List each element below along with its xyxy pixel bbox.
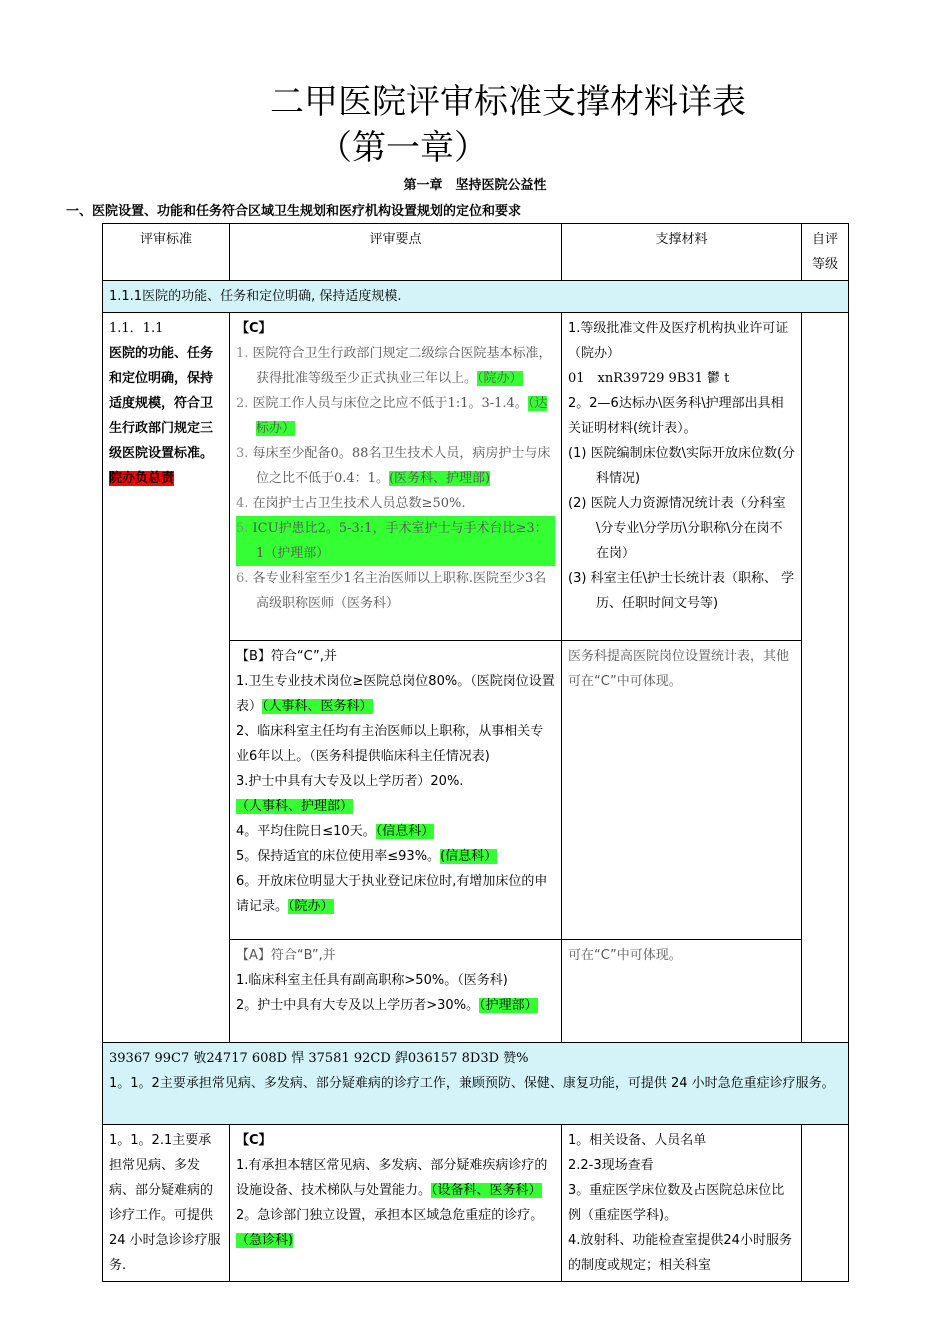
c-item-5: 5. ICU护患比2。5-3:1，手术室护士与手术台比≥3：1（护理部） [236,516,555,566]
owner-badge: 院办负总责 [109,471,175,486]
b-item-4: 4。平均住院日≤10天。（信息科） [236,824,435,839]
chapter-heading: 第一章 坚持医院公益性 [403,178,547,193]
b-item-1: 1.卫生专业技术岗位≥医院总岗位80%。（医院岗位设置表）（人事科、医务科） [236,674,555,714]
c-item-6: 6. 各专业科室至少1名主治医师以上职称.医院至少3名高级职称医师（医务科） [236,571,547,611]
b-item-3: 3.护士中具有大专及以上学历者）20%. （人事科、护理部） [236,774,464,814]
document-subtitle: （第一章） [318,128,488,168]
c-item-2: 2. 医院工作人员与床位之比应不低于1:1。3-1.4。（达标办） [236,396,548,436]
b-item-6: 6。开放床位明显大于执业登记床位时,有增加床位的申请记录。（院办） [236,874,548,914]
self-grade-cell-2 [802,1125,849,1282]
section-heading: 一、医院设置、功能和任务符合区域卫生规划和医疗机构设置规划的定位和要求 [66,204,522,219]
a-points-cell: 【A】符合“B”,并 1.临床科室主任具有副高职称>50%。（医务科) 2。护士中具有大专及以上学历者>30%。（护理部） [230,940,562,1043]
table-row [103,1043,849,1125]
material-sub-3: (3) 科室主任\护士长统计表（职称、 学历、任职时间文号等) [568,571,795,611]
standard-cell-1: 1.1．1.1 医院的功能、任务和定位明确，保持适度规模，符合卫生行政部门规定三级医院设置标准。 院办负总责 [103,313,230,1043]
band-1-1-1: 1.1.1医院的功能、任务和定位明确, 保持适度规模. [103,281,849,313]
header-standard: 评审标准 [103,224,230,281]
a-item-2: 2。护士中具有大专及以上学历者>30%。（护理部） [236,998,538,1013]
document-title: 二甲医院评审标准支撑材料详表 [270,82,746,122]
material-sub-2: (2) 医院人力资源情况统计表（分科室\分专业\分学历\分职称\分在岗不在岗） [568,496,786,561]
b-item-5: 5。保持适宜的床位使用率≤93%。(信息科） [236,849,498,864]
b-item-2: 2、临床科室主任均有主治医师以上职称，从事相关专业6年以上。（医务科提供临床科主任情况表) [236,724,544,764]
table-header-row [103,224,849,281]
a-item-1: 1.临床科室主任具有副高职称>50%。（医务科) [236,973,508,988]
c-item-1: 1. 医院符合卫生行政部门规定二级综合医院基本标准，获得批准等级至少正式执业三年以上。（院办） [236,346,552,386]
c-item-4: 4. 在岗护士占卫生技术人员总数≥50%. [236,496,466,511]
standard-cell-2: 1。1。2.1主要承担常见病、多发病、部分疑难病的诊疗工作。可提供 24 小时急诊诊疗服务. [103,1125,230,1282]
c-item-3: 3. 每床至少配备0。88名卫生技术人员，病房护士与床位之比不低于0.4：1。(医务科、护理部) [236,446,551,486]
c-points-cell: 【C】 1. 医院符合卫生行政部门规定二级综合医院基本标准，获得批准等级至少正式执业三年以上。（院办） 2. 医院工作人员与床位之比应不低于1:1。3-1.4。（达标办） 3. 每床至少配备0。88名卫生技术人员，病房护士与床位之比不低于0.4：1。(医务科、护理部) 4. 在岗护士占卫生技术人员总数≥50%. 5. ICU护患比2。5-3:1，手术室护士与手术台比≥3：1（护理部） 6. 各专业科室至少1名主治医师以上职称.医院至少3名高级职称医师（医务科） [230,313,562,641]
band-1-1-2: 39367 99C7 敂24717 608D 悍 37581 92CD 銲036157 8D3D 赞% 1。1。2主要承担常见病、多发病、部分疑难病的诊疗工作，兼顾预防、保健、康复功能，可提供 24 小时急危重症诊疗服务。 [103,1043,849,1125]
header-self-grade: 自评 等级 [802,224,849,281]
table-row [103,313,849,641]
material-sub-1: (1) 医院编制床位数\实际开放床位数(分科情况) [568,446,796,486]
c2-materials-cell: 1。相关设备、人员名单 2.2-3现场查看 3。重症医学床位数及占医院总床位比例（重症医学科)。 4.放射科、功能检查室提供24小时服务的制度或规定；相关科室 [562,1125,802,1282]
b-materials-cell: 医务科提高医院岗位设置统计表，其他可在“C”中可体现。 [562,641,802,940]
c2-item-2: 2。急诊部门独立设置，承担本区域急危重症的诊疗。（急诊科) [236,1208,544,1248]
c2-item-1: 1.有承担本辖区常见病、多发病、部分疑难疾病诊疗的设施设备、技术梯队与处置能力。（设备科、医务科） [236,1158,548,1198]
standards-table [102,223,849,1282]
header-points: 评审要点 [230,224,562,281]
header-materials: 支撑材料 [562,224,802,281]
a-materials-cell: 可在“C”中可体现。 [562,940,802,1043]
table-row [103,281,849,313]
c2-points-cell: 【C】 1.有承担本辖区常见病、多发病、部分疑难疾病诊疗的设施设备、技术梯队与处置能力。（设备科、医务科） 2。急诊部门独立设置，承担本区域急危重症的诊疗。（急诊科) [230,1125,562,1282]
b-points-cell: 【B】符合“C”,并 1.卫生专业技术岗位≥医院总岗位80%。（医院岗位设置表）（人事科、医务科） 2、临床科室主任均有主治医师以上职称，从事相关专业6年以上。（医务科提供临床科主任情况表) 3.护士中具有大专及以上学历者）20%. （人事科、护理部） 4。平均住院日≤10天。（信息科） 5。保持适宜的床位使用率≤93%。(信息科） 6。开放床位明显大于执业登记床位时,有增加床位的申请记录。（院办） [230,641,562,940]
table-row [103,1125,849,1282]
self-grade-cell-1 [802,313,849,1043]
c-materials-cell: 1.等级批准文件及医疗机构执业许可证（院办） 01 xnR39729 9B31 鬱 t 2。2—6达标办\医务科\护理部出具相关证明材料(统计表）。 (1) 医院编制床位数\实际开放床位数(分科情况) (2) 医院人力资源情况统计表（分科室\分专业\分学历\分职称\分在岗不在岗） (3) 科室主任\护士长统计表（职称、 学历、任职时间文号等) [562,313,802,641]
